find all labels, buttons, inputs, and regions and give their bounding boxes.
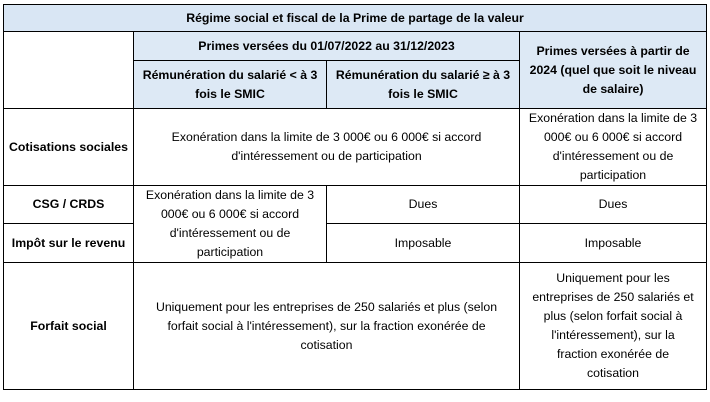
ppv-table-container xyxy=(3,4,707,390)
row-label-csg-crds: CSG / CRDS xyxy=(4,186,134,224)
empty-corner-cell xyxy=(4,32,134,109)
cotisations-2024-value: Exonération dans la limite de 3 000€ ou 6 000€ si accord d'intéressement ou de participation xyxy=(520,109,707,186)
header-below-3-smic: Rémunération du salarié < à 3 fois le SMIC xyxy=(134,61,327,109)
header-from-2024: Primes versées à partir de 2024 (quel que soit le niveau de salaire) xyxy=(520,32,707,109)
csg-above-3-smic-value: Dues xyxy=(327,186,520,224)
table-title: Régime social et fiscal de la Prime de partage de la valeur xyxy=(4,5,707,32)
ppv-regime-table xyxy=(3,4,707,390)
forfait-period-value: Uniquement pour les entreprises de 250 salariés et plus (selon forfait social à l'intéressement), sur la fraction exonérée de cotisation xyxy=(134,263,520,390)
row-label-impot-revenu: Impôt sur le revenu xyxy=(4,224,134,263)
header-above-3-smic: Rémunération du salarié ≥ à 3 fois le SMIC xyxy=(327,61,520,109)
row-label-forfait-social: Forfait social xyxy=(4,263,134,390)
csg-2024-value: Dues xyxy=(520,186,707,224)
header-period-2022-2023: Primes versées du 01/07/2022 au 31/12/2023 xyxy=(134,32,520,61)
csg-impot-below-3-smic-value: Exonération dans la limite de 3 000€ ou 6 000€ si accord d'intéressement ou de participation xyxy=(134,186,327,263)
impot-2024-value: Imposable xyxy=(520,224,707,263)
cotisations-period-value: Exonération dans la limite de 3 000€ ou 6 000€ si accord d'intéressement ou de participation xyxy=(134,109,520,186)
impot-above-3-smic-value: Imposable xyxy=(327,224,520,263)
row-label-cotisations: Cotisations sociales xyxy=(4,109,134,186)
forfait-2024-value: Uniquement pour les entreprises de 250 salariés et plus (selon forfait social à l'intéressement), sur la fraction exonérée de cotisation xyxy=(520,263,707,390)
